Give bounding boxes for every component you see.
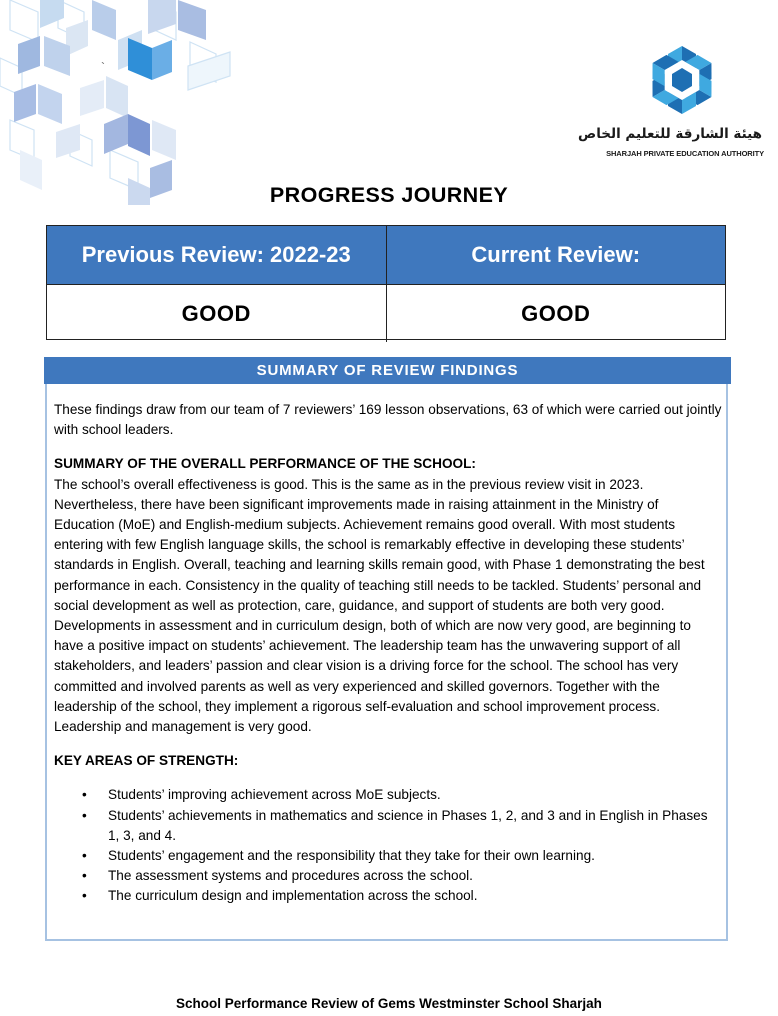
bullet-icon: • <box>82 888 87 904</box>
spea-hexagon-logo-icon <box>646 42 718 118</box>
list-item: • Students’ improving achievement across MoE subjects. <box>54 785 722 805</box>
bullet-icon: • <box>82 868 87 884</box>
current-review-header: Current Review: <box>471 242 641 267</box>
bullet-icon: • <box>82 787 87 803</box>
list-item: • Students’ achievements in mathematics and science in Phases 1, 2, and 3 and in English in Phases 1, 3, and 4. <box>82 807 708 843</box>
list-item: • Students’ engagement and the responsibility that they take for their own learning. <box>54 846 722 866</box>
list-item: • The curriculum design and implementation across the school. <box>54 886 722 906</box>
strengths-list <box>54 785 722 906</box>
findings-intro: These findings draw from our team of 7 reviewers’ 169 lesson observations, 63 of which were carried out jointly with school leaders. <box>54 402 722 438</box>
review-comparison-table <box>46 225 726 340</box>
blue-cubes-pattern-icon <box>0 0 245 205</box>
stray-mark: ` <box>101 60 105 74</box>
page-footer: School Performance Review of Gems Westminster School Sharjah <box>176 996 602 1011</box>
previous-review-header: Previous Review: 2022-23 <box>47 226 387 284</box>
summary-content <box>54 400 722 907</box>
review-table-header-row <box>47 226 725 285</box>
page-title: PROGRESS JOURNEY <box>269 183 509 207</box>
current-review-grade: GOOD <box>521 300 591 326</box>
bullet-icon: • <box>82 807 87 823</box>
review-table-value-row <box>47 285 725 342</box>
summary-heading: SUMMARY OF REVIEW FINDINGS <box>44 357 731 384</box>
logo-arabic-name: هيئة الشارقة للتعليم الخاص <box>578 126 762 142</box>
previous-review-grade: GOOD <box>47 285 387 342</box>
strengths-heading: KEY AREAS OF STRENGTH: <box>54 753 239 769</box>
list-item: • The assessment systems and procedures across the school. <box>54 866 722 886</box>
overall-performance-text: The school’s overall effectiveness is good. This is the same as in the previous review visit in 2023. Nevertheless, there have been significant improvements made in raising attainment in the Ministry of Education (MoE) and English-medium subjects. Achievement remains good overall. With most students entering with few English language skills, the school is remarkably effective in developing these students’ standards in English. Overall, teaching and learning skills remain good, with Phase 1 demonstrating the best performance in each. Consistency in the quality of teaching still needs to be tackled. Students’ personal and social development as well as protection, care, guidance, and support of students are both very good. Developments in assessment and in curriculum design, both of which are now very good, are beginning to have a positive impact on students’ achievement. The leadership team has the unwavering support of all stakeholders, and leaders’ passion and clear vision is a driving force for the school. The school has very committed and involved parents as well as very experienced and skilled governors. Together with the leadership of the school, they implement a rigorous self-evaluation and school improvement process. Leadership and management is very good. <box>54 476 705 735</box>
overall-performance-heading: SUMMARY OF THE OVERALL PERFORMANCE OF THE SCHOOL: <box>54 456 476 472</box>
bullet-icon: • <box>82 848 87 864</box>
logo-english-name: SHARJAH PRIVATE EDUCATION AUTHORITY <box>606 149 764 158</box>
